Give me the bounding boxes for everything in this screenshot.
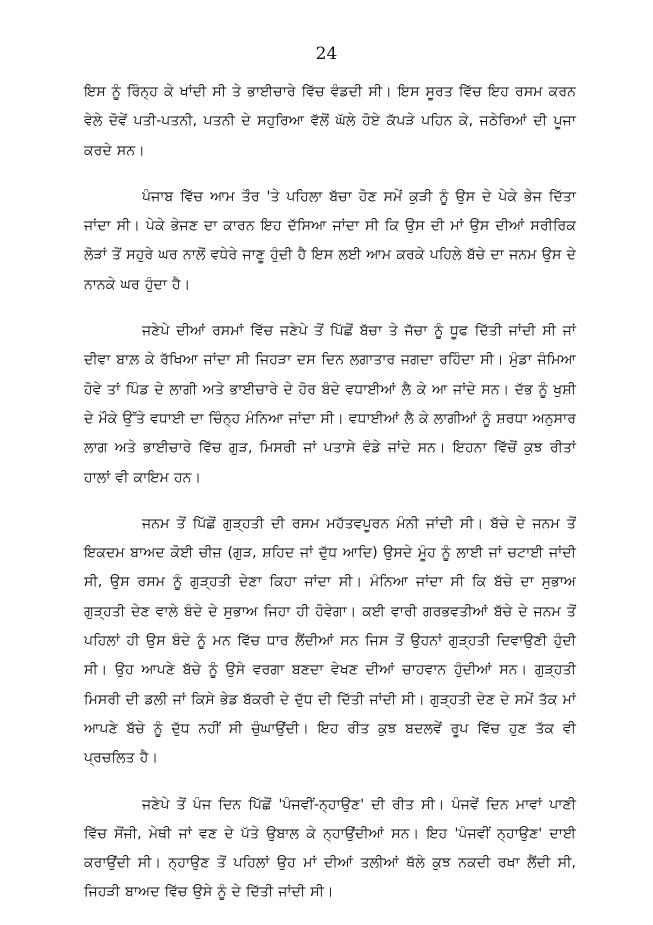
page-number: 24	[315, 44, 338, 64]
body-text	[84, 78, 576, 925]
paragraph-1: ਇਸ ਨੂੰ ਰਿੰਨ੍ਹ ਕੇ ਖਾਂਦੀ ਸੀ ਤੇ ਭਾਈਚਾਰੇ ਵਿੱਚ ਵੰਡਦੀ ਸੀ। ਇਸ ਸੂਰਤ ਵਿੱਚ ਇਹ ਰਸਮ ਕਰਨ ਵੇਲੇ ਦੋਵੇਂ ਪਤੀ-ਪਤਨੀ, ਪਤਨੀ ਦੇ ਸਹੁਰਿਆ ਵੱਲੋਂ ਘੱਲੇ ਹੋਏ ਕੱਪੜੇ ਪਹਿਨ ਕੇ, ਜਠੇਰਿਆਂ ਦੀ ਪੂਜਾ ਕਰਦੇ ਸਨ।	[84, 84, 576, 159]
paragraph-4: ਜਨਮ ਤੋਂ ਪਿੱਛੋਂ ਗੁੜ੍ਹਤੀ ਦੀ ਰਸਮ ਮਹੱਤਵਪੂਰਨ ਮੰਨੀ ਜਾਂਦੀ ਸੀ। ਬੱਚੇ ਦੇ ਜਨਮ ਤੋਂ ਇਕਦਮ ਬਾਅਦ ਕੋਈ ਚੀਜ਼ (ਗੁੜ, ਸ਼ਹਿਦ ਜਾਂ ਦੁੱਧ ਆਦਿ) ਉਸਦੇ ਮੂੰਹ ਨੂੰ ਲਾਈ ਜਾਂ ਚਟਾਈ ਜਾਂਦੀ ਸੀ, ਉਸ ਰਸਮ ਨੂੰ ਗੁੜ੍ਹਤੀ ਦੇਣਾ ਕਿਹਾ ਜਾਂਦਾ ਸੀ। ਮੰਨਿਆ ਜਾਂਦਾ ਸੀ ਕਿ ਬੱਚੇ ਦਾ ਸੁਭਾਅ ਗੁੜ੍ਹਤੀ ਦੇਣ ਵਾਲੇ ਬੰਦੇ ਦੇ ਸੁਭਾਅ ਜਿਹਾ ਹੀ ਹੋਵੇਗਾ। ਕਈ ਵਾਰੀ ਗਰਭਵਤੀਆਂ ਬੱਚੇ ਦੇ ਜਨਮ ਤੋਂ ਪਹਿਲਾਂ ਹੀ ਉਸ ਬੰਦੇ ਨੂੰ ਮਨ ਵਿੱਚ ਧਾਰ ਲੈਂਦੀਆਂ ਸਨ ਜਿਸ ਤੋਂ ਉਹਨਾਂ ਗੁੜ੍ਹਤੀ ਦਿਵਾਉਣੀ ਹੁੰਦੀ ਸੀ। ਉਹ ਆਪਣੇ ਬੱਚੇ ਨੂੰ ਉਸੇ ਵਰਗਾ ਬਣਦਾ ਵੇਖਣ ਦੀਆਂ ਚਾਹਵਾਨ ਹੁੰਦੀਆਂ ਸਨ। ਗੁੜ੍ਹਤੀ ਮਿਸਰੀ ਦੀ ਡਲੀ ਜਾਂ ਕਿਸੇ ਭੇਡ ਬੱਕਰੀ ਦੇ ਦੁੱਧ ਦੀ ਦਿੱਤੀ ਜਾਂਦੀ ਸੀ। ਗੁੜ੍ਹਤੀ ਦੇਣ ਦੇ ਸਮੇਂ ਤੱਕ ਮਾਂ ਆਪਣੇ ਬੱਚੇ ਨੂੰ ਦੁੱਧ ਨਹੀਂ ਸੀ ਚੁੰਘਾਉਂਦੀ। ਇਹ ਰੀਤ ਕੁਝ ਬਦਲਵੇਂ ਰੂਪ ਵਿੱਚ ਹੁਣ ਤੱਕ ਵੀ ਪ੍ਰਚਲਿਤ ਹੈ।	[84, 515, 576, 767]
paragraph-5: ਜਣੇਪੇ ਤੋਂ ਪੰਜ ਦਿਨ ਪਿੱਛੋਂ 'ਪੰਜਵੀਂ-ਨ੍ਹਾਉਣ' ਦੀ ਰੀਤ ਸੀ। ਪੰਜਵੇਂ ਦਿਨ ਮਾਵਾਂ ਪਾਣੀ ਵਿੱਚ ਸੋਂਜੀ, ਮੇਥੀ ਜਾਂ ਵਣ ਦੇ ਪੱਤੇ ਉਬਾਲ ਕੇ ਨ੍ਹਾਉਂਦੀਆਂ ਸਨ। ਇਹ 'ਪੰਜਵੀਂ ਨ੍ਹਾਉਣ' ਦਾਈ ਕਰਾਉਂਦੀ ਸੀ। ਨ੍ਹਾਉਣ ਤੋਂ ਪਹਿਲਾਂ ਉਹ ਮਾਂ ਦੀਆਂ ਤਲੀਆਂ ਥੱਲੇ ਕੁਝ ਨਕਦੀ ਰਖਾ ਲੈਂਦੀ ਸੀ, ਜਿਹੜੀ ਬਾਅਦ ਵਿੱਚ ਉਸੇ ਨੂੰ ਦੇ ਦਿੱਤੀ ਜਾਂਦੀ ਸੀ।	[84, 796, 576, 901]
paragraph-3: ਜਣੇਪੇ ਦੀਆਂ ਰਸਮਾਂ ਵਿੱਚ ਜਣੇਪੇ ਤੋਂ ਪਿੱਛੋਂ ਬੱਚਾ ਤੇ ਜੱਚਾ ਨੂੰ ਧੂਫ ਦਿੱਤੀ ਜਾਂਦੀ ਸੀ ਜਾਂ ਦੀਵਾ ਬਾਲ਼ ਕੇ ਰੱਖਿਆ ਜਾਂਦਾ ਸੀ ਜਿਹੜਾ ਦਸ ਦਿਨ ਲਗਾਤਾਰ ਜਗਦਾ ਰਹਿੰਦਾ ਸੀ। ਮੁੰਡਾ ਜੰਮਿਆ ਹੋਵੇ ਤਾਂ ਪਿੰਡ ਦੇ ਲਾਗੀ ਅਤੇ ਭਾਈਚਾਰੇ ਦੇ ਹੋਰ ਬੰਦੇ ਵਧਾਈਆਂ ਲੈ ਕੇ ਆ ਜਾਂਦੇ ਸਨ। ਦੱਭ ਨੂੰ ਖੁਸ਼ੀ ਦੇ ਮੌਕੇ ਉੱਤੇ ਵਧਾਈ ਦਾ ਚਿੰਨ੍ਹ ਮੰਨਿਆ ਜਾਂਦਾ ਸੀ। ਵਧਾਈਆਂ ਲੈ ਕੇ ਲਾਗੀਆਂ ਨੂੰ ਸ਼ਰਧਾ ਅਨੁਸਾਰ ਲਾਗ ਅਤੇ ਭਾਈਚਾਰੇ ਵਿੱਚ ਗੁੜ, ਮਿਸਰੀ ਜਾਂ ਪਤਾਸੇ ਵੰਡੇ ਜਾਂਦੇ ਸਨ। ਇਹਨਾ ਵਿੱਚੋਂ ਕੁਝ ਰੀਤਾਂ ਹਾਲਾਂ ਵੀ ਕਾਇਮ ਹਨ।	[84, 323, 576, 486]
paragraph-2: ਪੰਜਾਬ ਵਿੱਚ ਆਮ ਤੌਰ 'ਤੇ ਪਹਿਲਾ ਬੱਚਾ ਹੋਣ ਸਮੇਂ ਕੁੜੀ ਨੂੰ ਉਸ ਦੇ ਪੇਕੇ ਭੇਜ ਦਿੱਤਾ ਜਾਂਦਾ ਸੀ। ਪੇਕੇ ਭੇਜਣ ਦਾ ਕਾਰਨ ਇਹ ਦੱਸਿਆ ਜਾਂਦਾ ਸੀ ਕਿ ਉਸ ਦੀ ਮਾਂ ਉਸ ਦੀਆਂ ਸਰੀਰਿਕ ਲੋੜਾਂ ਤੋਂ ਸਹੁਰੇ ਘਰ ਨਾਲੋਂ ਵਧੇਰੇ ਜਾਣੂ ਹੁੰਦੀ ਹੈ ਇਸ ਲਈ ਆਮ ਕਰਕੇ ਪਹਿਲੇ ਬੱਚੇ ਦਾ ਜਨਮ ਉਸ ਦੇ ਨਾਨਕੇ ਘਰ ਹੁੰਦਾ ਹੈ।	[84, 188, 576, 293]
